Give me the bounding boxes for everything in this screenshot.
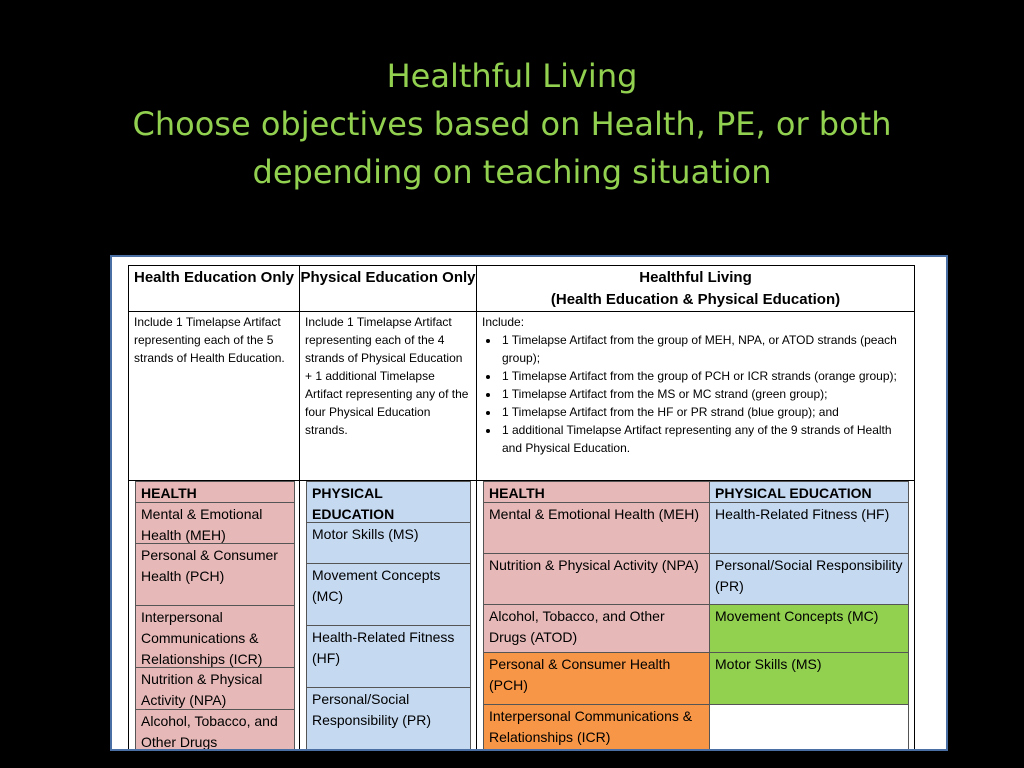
description-healthful-living <box>476 311 915 481</box>
header-health-education-only: Health Education Only <box>128 265 300 312</box>
hl-strand-icr: Interpersonal Communications & Relationships (ICR) <box>483 704 710 751</box>
health-strand-npa: Nutrition & Physical Activity (NPA) <box>135 667 295 710</box>
pe-header-cell: PHYSICAL EDUCATION <box>306 481 471 523</box>
pe-strand-hf: Health-Related Fitness (HF) <box>306 625 471 688</box>
title-line-3: depending on teaching situation <box>252 153 772 191</box>
hl-empty-cell <box>709 704 909 751</box>
pe-strand-mc: Movement Concepts (MC) <box>306 563 471 626</box>
list-item: • 1 Timelapse Artifact from the MS or MC strand (green group); <box>500 385 909 403</box>
header-healthful-living-line2: (Health Education & Physical Education) <box>550 291 841 308</box>
hl-strand-atod: Alcohol, Tobacco, and Other Drugs (ATOD) <box>483 604 710 653</box>
header-physical-education-only: Physical Education Only <box>299 265 477 312</box>
header-healthful-living <box>476 265 915 312</box>
list-item: • 1 Timelapse Artifact from the group of PCH or ICR strands (orange group); <box>500 367 909 385</box>
hl-pe-header-cell: PHYSICAL EDUCATION <box>709 481 909 503</box>
health-strand-icr: Interpersonal Communications & Relationships (ICR) <box>135 605 295 668</box>
health-strand-meh: Mental & Emotional Health (MEH) <box>135 502 295 544</box>
description-pe: Include 1 Timelapse Artifact representing each of the 4 strands of Physical Education + 1 additional Timelapse Artifact representing any of the four Physical Education strands. <box>299 311 477 481</box>
description-hl-list <box>482 331 909 457</box>
health-strand-pch: Personal & Consumer Health (PCH) <box>135 543 295 606</box>
hl-strand-mc: Movement Concepts (MC) <box>709 604 909 653</box>
pe-strand-pr: Personal/Social Responsibility (PR) <box>306 687 471 751</box>
list-item: • 1 additional Timelapse Artifact representing any of the 9 strands of Health and Physical Education. <box>500 421 909 457</box>
hl-strand-pr: Personal/Social Responsibility (PR) <box>709 553 909 605</box>
hl-strand-ms: Motor Skills (MS) <box>709 652 909 705</box>
healthful-living-strands-grid <box>476 480 915 751</box>
hl-strand-hf: Health-Related Fitness (HF) <box>709 502 909 554</box>
pe-strand-ms: Motor Skills (MS) <box>306 522 471 564</box>
health-strands-column <box>128 480 300 751</box>
hl-strand-pch: Personal & Consumer Health (PCH) <box>483 652 710 705</box>
title-line-2: Choose objectives based on Health, PE, or both <box>132 105 892 143</box>
hl-strand-npa: Nutrition & Physical Activity (NPA) <box>483 553 710 605</box>
pe-strands-column <box>299 480 477 751</box>
hl-strand-meh: Mental & Emotional Health (MEH) <box>483 502 710 554</box>
slide-title <box>0 52 1024 196</box>
list-item: • 1 Timelapse Artifact from the group of MEH, NPA, or ATOD strands (peach group); <box>500 331 909 367</box>
list-item: • 1 Timelapse Artifact from the HF or PR strand (blue group); and <box>500 403 909 421</box>
header-healthful-living-line1: Healthful Living <box>639 269 752 286</box>
title-line-1: Healthful Living <box>386 57 638 95</box>
description-hl-intro: Include: <box>482 315 525 329</box>
requirements-table <box>128 265 928 749</box>
description-health: Include 1 Timelapse Artifact representing each of the 5 strands of Health Education. <box>128 311 300 481</box>
health-header-cell: HEALTH <box>135 481 295 503</box>
table-image-frame <box>110 255 948 751</box>
health-strand-atod: Alcohol, Tobacco, and Other Drugs <box>135 709 295 751</box>
hl-health-header-cell: HEALTH <box>483 481 710 503</box>
